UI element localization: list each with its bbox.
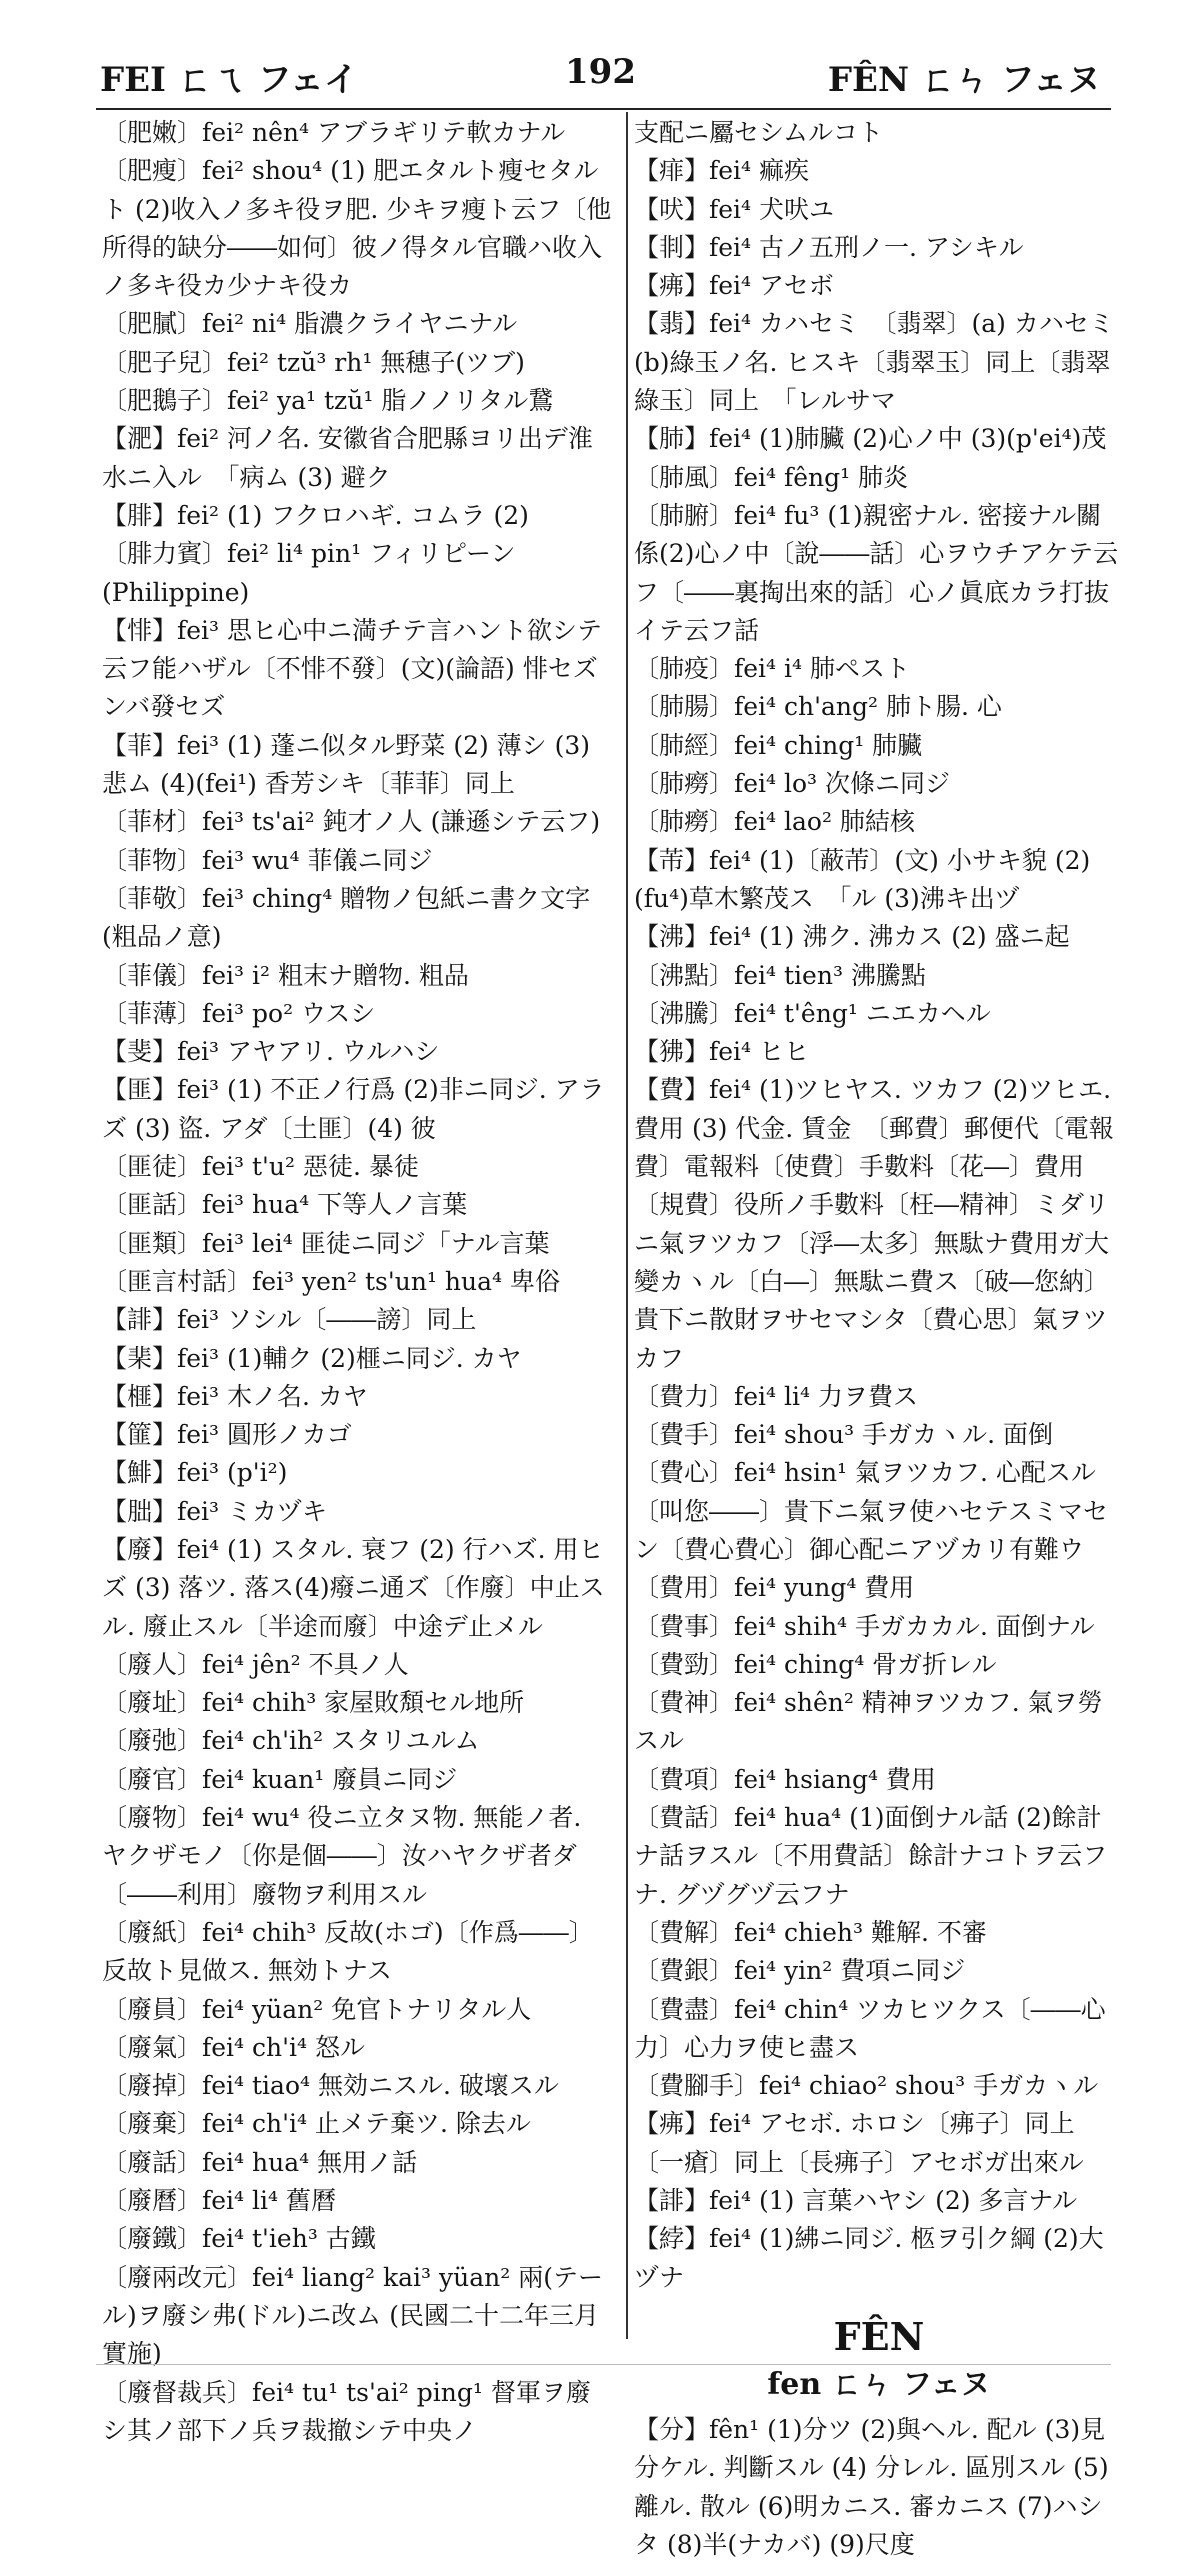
dictionary-entry: 支配ニ屬セシムルコト [634, 118, 884, 147]
dictionary-entry: 〔廢弛〕fei⁴ ch'ih² スタリユルム [102, 1726, 480, 1756]
left-column [102, 114, 614, 2450]
right-column-after-entries [634, 2411, 1124, 2564]
dictionary-entry: 【菲】fei³ (1) 蓬ニ似タル野菜 (2) 薄シ (3) 悲ム (4)(fei¹) 香芳シキ〔菲菲〕同上 [102, 730, 591, 799]
dictionary-entry: 【鯡】fei³ (p'i²) [102, 1458, 288, 1488]
dictionary-entry: 〔腓力賓〕fei² li⁴ pin¹ フィリピーン(Philippine) [102, 539, 516, 607]
right-column [634, 114, 1124, 2564]
dictionary-entry: 〔廢氣〕fei⁴ ch'i⁴ 怒ル [102, 2032, 365, 2062]
section-subheading: fen ㄈㄣ フェヌ [767, 2366, 991, 2402]
dictionary-entry: 〔費項〕fei⁴ hsiang⁴ 費用 [634, 1764, 936, 1794]
dictionary-entry: 〔肺癆〕fei⁴ lo³ 次條ニ同ジ [634, 769, 951, 799]
dictionary-entry: 〔廢紙〕fei⁴ chih³ 反故(ホゴ)〔作爲――〕反故ト見做ス. 無効トナス [102, 1917, 594, 1986]
dictionary-entry: 〔匪徒〕fei³ t'u² 惡徒. 暴徒 [102, 1152, 419, 1182]
dictionary-entry: 〔菲物〕fei³ wu⁴ 菲儀ニ同ジ [102, 845, 433, 875]
dictionary-entry: 【沸】fei⁴ (1) 沸ク. 沸カス (2) 盛ニ起 [634, 922, 1070, 952]
dictionary-entry: 【狒】fei⁴ ヒヒ [634, 1037, 810, 1067]
dictionary-entry: 【淝】fei² 河ノ名. 安徽省合肥縣ヨリ出デ淮水ニ入ル 「病ム (3) 避ク [102, 424, 593, 492]
dictionary-entry: 〔肺腸〕fei⁴ ch'ang² 肺ト腸. 心 [634, 692, 1002, 722]
dictionary-entry: 【棐】fei³ (1)輔ク (2)榧ニ同ジ. カヤ [102, 1343, 522, 1373]
dictionary-entry: 〔肺癆〕fei⁴ lao² 肺結核 [634, 807, 915, 837]
dictionary-entry: 【疿】fei⁴ アセボ. ホロシ〔疿子〕同上〔一瘡〕同上〔長疿子〕アセボガ出來ル [634, 2109, 1084, 2177]
dictionary-entry: 〔費神〕fei⁴ shên² 精神ヲツカフ. 氣ヲ勞スル [634, 1688, 1103, 1756]
dictionary-entry: 〔肥鵝子〕fei² ya¹ tzŭ¹ 脂ノノリタル鵞 [102, 386, 554, 416]
dictionary-entry: 〔肺疫〕fei⁴ i⁴ 肺ペスト [634, 654, 910, 684]
dictionary-entry: 【痱】fei⁴ 痲疾 [634, 156, 810, 186]
bottom-rule [96, 2364, 1111, 2365]
dictionary-entry: 〔匪話〕fei³ hua⁴ 下等人ノ言葉 [102, 1190, 468, 1220]
dictionary-entry: 〔費話〕fei⁴ hua⁴ (1)面倒ナル話 (2)餘計ナ話ヲスル〔不用費話〕餘計ナコトヲ云フナ. グヅグヅ云フナ [634, 1803, 1108, 1909]
dictionary-entry: 〔費腳手〕fei⁴ chiao² shou³ 手ガカヽル [634, 2071, 1099, 2101]
dictionary-entry: 〔廢兩改元〕fei⁴ liang² kai³ yüan² 兩(テール)ヲ廢シ弗(ドル)ニ改ム (民國二十二年三月實施) [102, 2262, 603, 2369]
dictionary-entry: 〔肥嫩〕fei² nên⁴ アブラギリテ軟カナル [102, 118, 566, 147]
dictionary-entry: 〔菲敬〕fei³ ching⁴ 贈物ノ包紙ニ書ク文字(粗品ノ意) [102, 883, 591, 952]
dictionary-entry: 【綍】fei⁴ (1)紼ニ同ジ. 柩ヲ引ク綱 (2)大ヅナ [634, 2224, 1104, 2292]
dictionary-entry: 〔廢掉〕fei⁴ tiao⁴ 無効ニスル. 破壞スル [102, 2071, 559, 2101]
dictionary-entry: 【榧】fei³ 木ノ名. カヤ [102, 1381, 368, 1411]
dictionary-entry: 〔肺風〕fei⁴ fêng¹ 肺炎 [634, 462, 909, 492]
dictionary-entry: 【誹】fei³ ソシル〔――謗〕同上 [102, 1305, 477, 1335]
dictionary-entry: 〔廢址〕fei⁴ chih³ 家屋敗頽セル地所 [102, 1688, 525, 1718]
dictionary-entry: 【分】fên¹ (1)分ツ (2)與ヘル. 配ル (3)見分ケル. 判斷スル (4) 分レル. 區別スル (5)離ル. 散ル (6)明カニス. 審カニス (7)ハシタ (8)半(ナカバ) (9)尺度 [634, 2414, 1109, 2559]
header-rule [96, 108, 1111, 110]
dictionary-entry: 【誹】fei⁴ (1) 言葉ハヤシ (2) 多言ナル [634, 2186, 1078, 2216]
header-right: FÊN ㄈㄣ フェヌ [827, 60, 1101, 100]
dictionary-entry: 〔費力〕fei⁴ li⁴ 力ヲ費ス [634, 1381, 918, 1411]
dictionary-entry: 〔廢員〕fei⁴ yüan² 免官トナリタル人 [102, 1994, 532, 2024]
dictionary-entry: 〔廢物〕fei⁴ wu⁴ 役ニ立タヌ物. 無能ノ者. ヤクザモノ〔你是個――〕汝ハヤクザ者ダ〔――利用〕廢物ヲ利用スル [102, 1803, 582, 1909]
dictionary-entry: 〔費勁〕fei⁴ ching⁴ 骨ガ折レル [634, 1649, 997, 1679]
header-left: FEI ㄈㄟ フェイ [100, 60, 358, 100]
dictionary-entry: 【肺】fei⁴ (1)肺臟 (2)心ノ中 (3)(p'ei⁴)茂 [634, 424, 1107, 454]
dictionary-entry: 〔費心〕fei⁴ hsin¹ 氣ヲツカフ. 心配スル〔叫您――〕貴下ニ氣ヲ使ハセテスミマセン〔費心費心〕御心配ニアヅカリ有難ウ [634, 1458, 1109, 1564]
dictionary-entry: 【吠】fei⁴ 犬吠ユ [634, 194, 835, 224]
dictionary-entry: 【匪】fei³ (1) 不正ノ行爲 (2)非ニ同ジ. アラズ (3) 盜. アダ〔土匪〕(4) 彼 [102, 1075, 605, 1143]
dictionary-entry: 〔費用〕fei⁴ yung⁴ 費用 [634, 1573, 915, 1603]
page-number: 192 [565, 52, 636, 92]
dictionary-entry: 【芾】fei⁴ (1)〔蔽芾〕(文) 小サキ貌 (2)(fu⁴)草木繁茂ス 「ル (3)沸キ出ヅ [634, 845, 1091, 913]
dictionary-entry: 〔肺經〕fei⁴ ching¹ 肺臟 [634, 730, 923, 760]
running-head [100, 52, 1101, 112]
dictionary-entry: 〔費手〕fei⁴ shou³ 手ガカヽル. 面倒 [634, 1420, 1053, 1450]
dictionary-entry: 【廢】fei⁴ (1) スタル. 衰フ (2) 行ハズ. 用ヒズ (3) 落ツ. 落ス(4)癈ニ通ズ〔作廢〕中止スル. 廢止スル〔半途而廢〕中途デ止メル [102, 1534, 605, 1641]
section-heading: FÊN [833, 2313, 925, 2359]
dictionary-entry: 〔沸騰〕fei⁴ t'êng¹ ニエカヘル [634, 998, 991, 1028]
dictionary-entry: 〔廢官〕fei⁴ kuan¹ 廢員ニ同ジ [102, 1764, 458, 1794]
dictionary-entry: 〔廢督裁兵〕fei⁴ tu¹ ts'ai² ping¹ 督軍ヲ廢シ其ノ部下ノ兵ヲ裁撤シテ中央ノ [102, 2377, 591, 2445]
dictionary-entry: 【篚】fei³ 圓形ノカゴ [102, 1420, 352, 1450]
dictionary-entry: 〔費銀〕fei⁴ yin² 費項ニ同ジ [634, 1956, 966, 1986]
dictionary-entry: 〔菲儀〕fei³ i² 粗末ナ贈物. 粗品 [102, 960, 469, 990]
dictionary-entry: 〔廢棄〕fei⁴ ch'i⁴ 止メテ棄ツ. 除去ル [102, 2109, 531, 2139]
dictionary-entry: 〔沸點〕fei⁴ tien³ 沸騰點 [634, 960, 926, 990]
dictionary-entry: 【悱】fei³ 思ヒ心中ニ満チテ言ハント欲シテ云フ能ハザル〔不悱不發〕(文)(論語) 悱セズンバ發セズ [102, 615, 603, 722]
dictionary-entry: 【翡】fei⁴ カハセミ 〔翡翠〕(a) カハセミ (b)綠玉ノ名. ヒスキ〔翡翠玉〕同上〔翡翠綠玉〕同上 「レルサマ [634, 309, 1114, 416]
dictionary-entry: 〔廢話〕fei⁴ hua⁴ 無用ノ話 [102, 2147, 418, 2177]
dictionary-entry: 〔菲材〕fei³ ts'ai² 鈍才ノ人 (謙遜シテ云フ) [102, 807, 601, 837]
dictionary-entry: 【剕】fei⁴ 古ノ五刑ノ一. アシキル [634, 232, 1024, 262]
dictionary-entry: 【朏】fei³ ミカヅキ [102, 1496, 328, 1526]
dictionary-entry: 【疿】fei⁴ アセボ [634, 271, 834, 301]
dictionary-entry: 〔費事〕fei⁴ shih⁴ 手ガカカル. 面倒ナル [634, 1611, 1095, 1641]
dictionary-entry: 【斐】fei³ アヤアリ. ウルハシ [102, 1037, 440, 1067]
dictionary-entry: 〔菲薄〕fei³ po² ウスシ [102, 998, 376, 1028]
dictionary-entry: 〔匪言村話〕fei³ yen² ts'un¹ hua⁴ 卑俗 [102, 1266, 560, 1296]
dictionary-entry: 〔肺腑〕fei⁴ fu³ (1)親密ナル. 密接ナル關係(2)心ノ中〔說――話〕心ヲウチアケテ云フ〔――裏掏出來的話〕心ノ眞底カラ打抜イテ云フ話 [634, 500, 1119, 645]
dictionary-entry: 〔費盡〕fei⁴ chin⁴ ツカヒツクス〔――心力〕心力ヲ使ヒ盡ス [634, 1994, 1106, 2062]
dictionary-entry: 〔費解〕fei⁴ chieh³ 難解. 不審 [634, 1917, 987, 1947]
dictionary-entry: 〔肥膩〕fei² ni⁴ 脂濃クライヤニナル [102, 309, 518, 339]
dictionary-entry: 〔廢曆〕fei⁴ li⁴ 舊曆 [102, 2186, 336, 2216]
dictionary-entry: 〔肥瘦〕fei² shou⁴ (1) 肥エタルト瘦セタルト (2)收入ノ多キ役ヲ肥. 少キヲ瘦ト云フ〔他所得的缺分――如何〕彼ノ得タル官職ハ收入ノ多キ役カ少ナキ役カ [102, 156, 612, 301]
dictionary-entry: 〔廢人〕fei⁴ jên² 不具ノ人 [102, 1649, 409, 1679]
column-divider [626, 112, 628, 2339]
dictionary-entry: 〔肥子兒〕fei² tzŭ³ rh¹ 無穗子(ツブ) [102, 347, 525, 377]
dictionary-entry: 【腓】fei² (1) フクロハギ. コムラ (2) [102, 500, 529, 530]
dictionary-entry: 【費】fei⁴ (1)ツヒヤス. ツカフ (2)ツヒエ. 費用 (3) 代金. 賃金 〔郵費〕郵便代〔電報費〕電報料〔使費〕手數料〔花―〕費用〔規費〕役所ノ手數料〔枉―精神〕ミダリニ氣ヲツカフ〔浮―太多〕無駄ナ費用ガ大變カヽル〔白―〕無駄ニ費ス〔破―您納〕貴下ニ散財ヲサセマシタ〔費心思〕氣ヲツカフ [634, 1075, 1114, 1373]
dictionary-entry: 〔廢鐵〕fei⁴ t'ieh³ 古鐵 [102, 2224, 376, 2254]
right-column-entries [634, 114, 1124, 2297]
dictionary-entry: 〔匪類〕fei³ lei⁴ 匪徒ニ同ジ「ナル言葉 [102, 1228, 550, 1258]
